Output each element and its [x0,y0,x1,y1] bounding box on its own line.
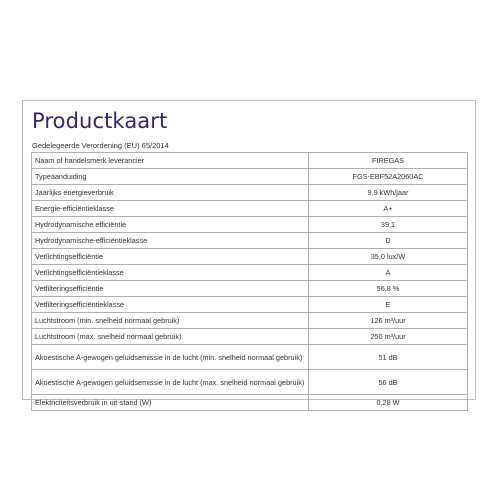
table-row [32,345,468,370]
table-row [32,185,468,201]
row-value: 51 dB [309,345,468,370]
table-row [32,217,468,233]
table-row [32,265,468,281]
row-label: Typeaanduiding [32,169,309,185]
table-row [32,249,468,265]
table-row [32,233,468,249]
row-label: Hydrodynamische-efficiëntieklasse [32,233,309,249]
row-value: E [309,297,468,313]
row-value: 9,9 kWh/jaar [309,185,468,201]
page-title: Productkaart [32,109,168,133]
row-value: 126 m³/uur [309,313,468,329]
table-row [32,395,468,411]
regulation-subtitle: Gedelegeerde Verordening (EU) 65/2014 [32,141,169,150]
row-label: Hydrodynamische efficiëntie [32,217,309,233]
table-row [32,169,468,185]
row-value: 56,8 % [309,281,468,297]
table-row [32,281,468,297]
product-info-table [31,152,468,411]
row-value: 250 m³/uur [309,329,468,345]
row-value: 35,0 lux/W [309,249,468,265]
row-label: Jaarlijks energieverbruik [32,185,309,201]
row-value: 56 dB [309,370,468,395]
row-value: A+ [309,201,468,217]
table-row [32,153,468,169]
product-card [22,100,476,407]
row-label: Akoestische A-gewogen geluidsemissie in de lucht (min. snelheid normaal gebruik) [32,345,309,370]
row-value: A [309,265,468,281]
row-value: 39,1 [309,217,468,233]
row-label: Luchtstroom (min. snelheid normaal gebruik) [32,313,309,329]
table-row [32,370,468,395]
row-label: Verlichtingsefficiëntieklasse [32,265,309,281]
row-label: Vetfilteringsefficiëntie [32,281,309,297]
row-label: Luchtstroom (max. snelheid normaal gebruik) [32,329,309,345]
table-row [32,329,468,345]
table-row [32,313,468,329]
row-label: Energie-efficiëntieklasse [32,201,309,217]
row-value: 0,28 W [309,395,468,411]
row-label: Naam of handelsmerk leverancier [32,153,309,169]
row-label: Elektriciteitsverbruik in uit-stand (W) [32,395,309,411]
row-value: D [309,233,468,249]
row-value: FGS-EBF52A2060AC [309,169,468,185]
row-label: Verlichtingsefficiëntie [32,249,309,265]
table-row [32,201,468,217]
table-row [32,297,468,313]
row-label: Akoestische A-gewogen geluidsemissie in de lucht (max. snelheid normaal gebruik) [32,370,309,395]
row-value: FIREGAS [309,153,468,169]
row-label: Vetfilteringsefficiëntieklasse [32,297,309,313]
